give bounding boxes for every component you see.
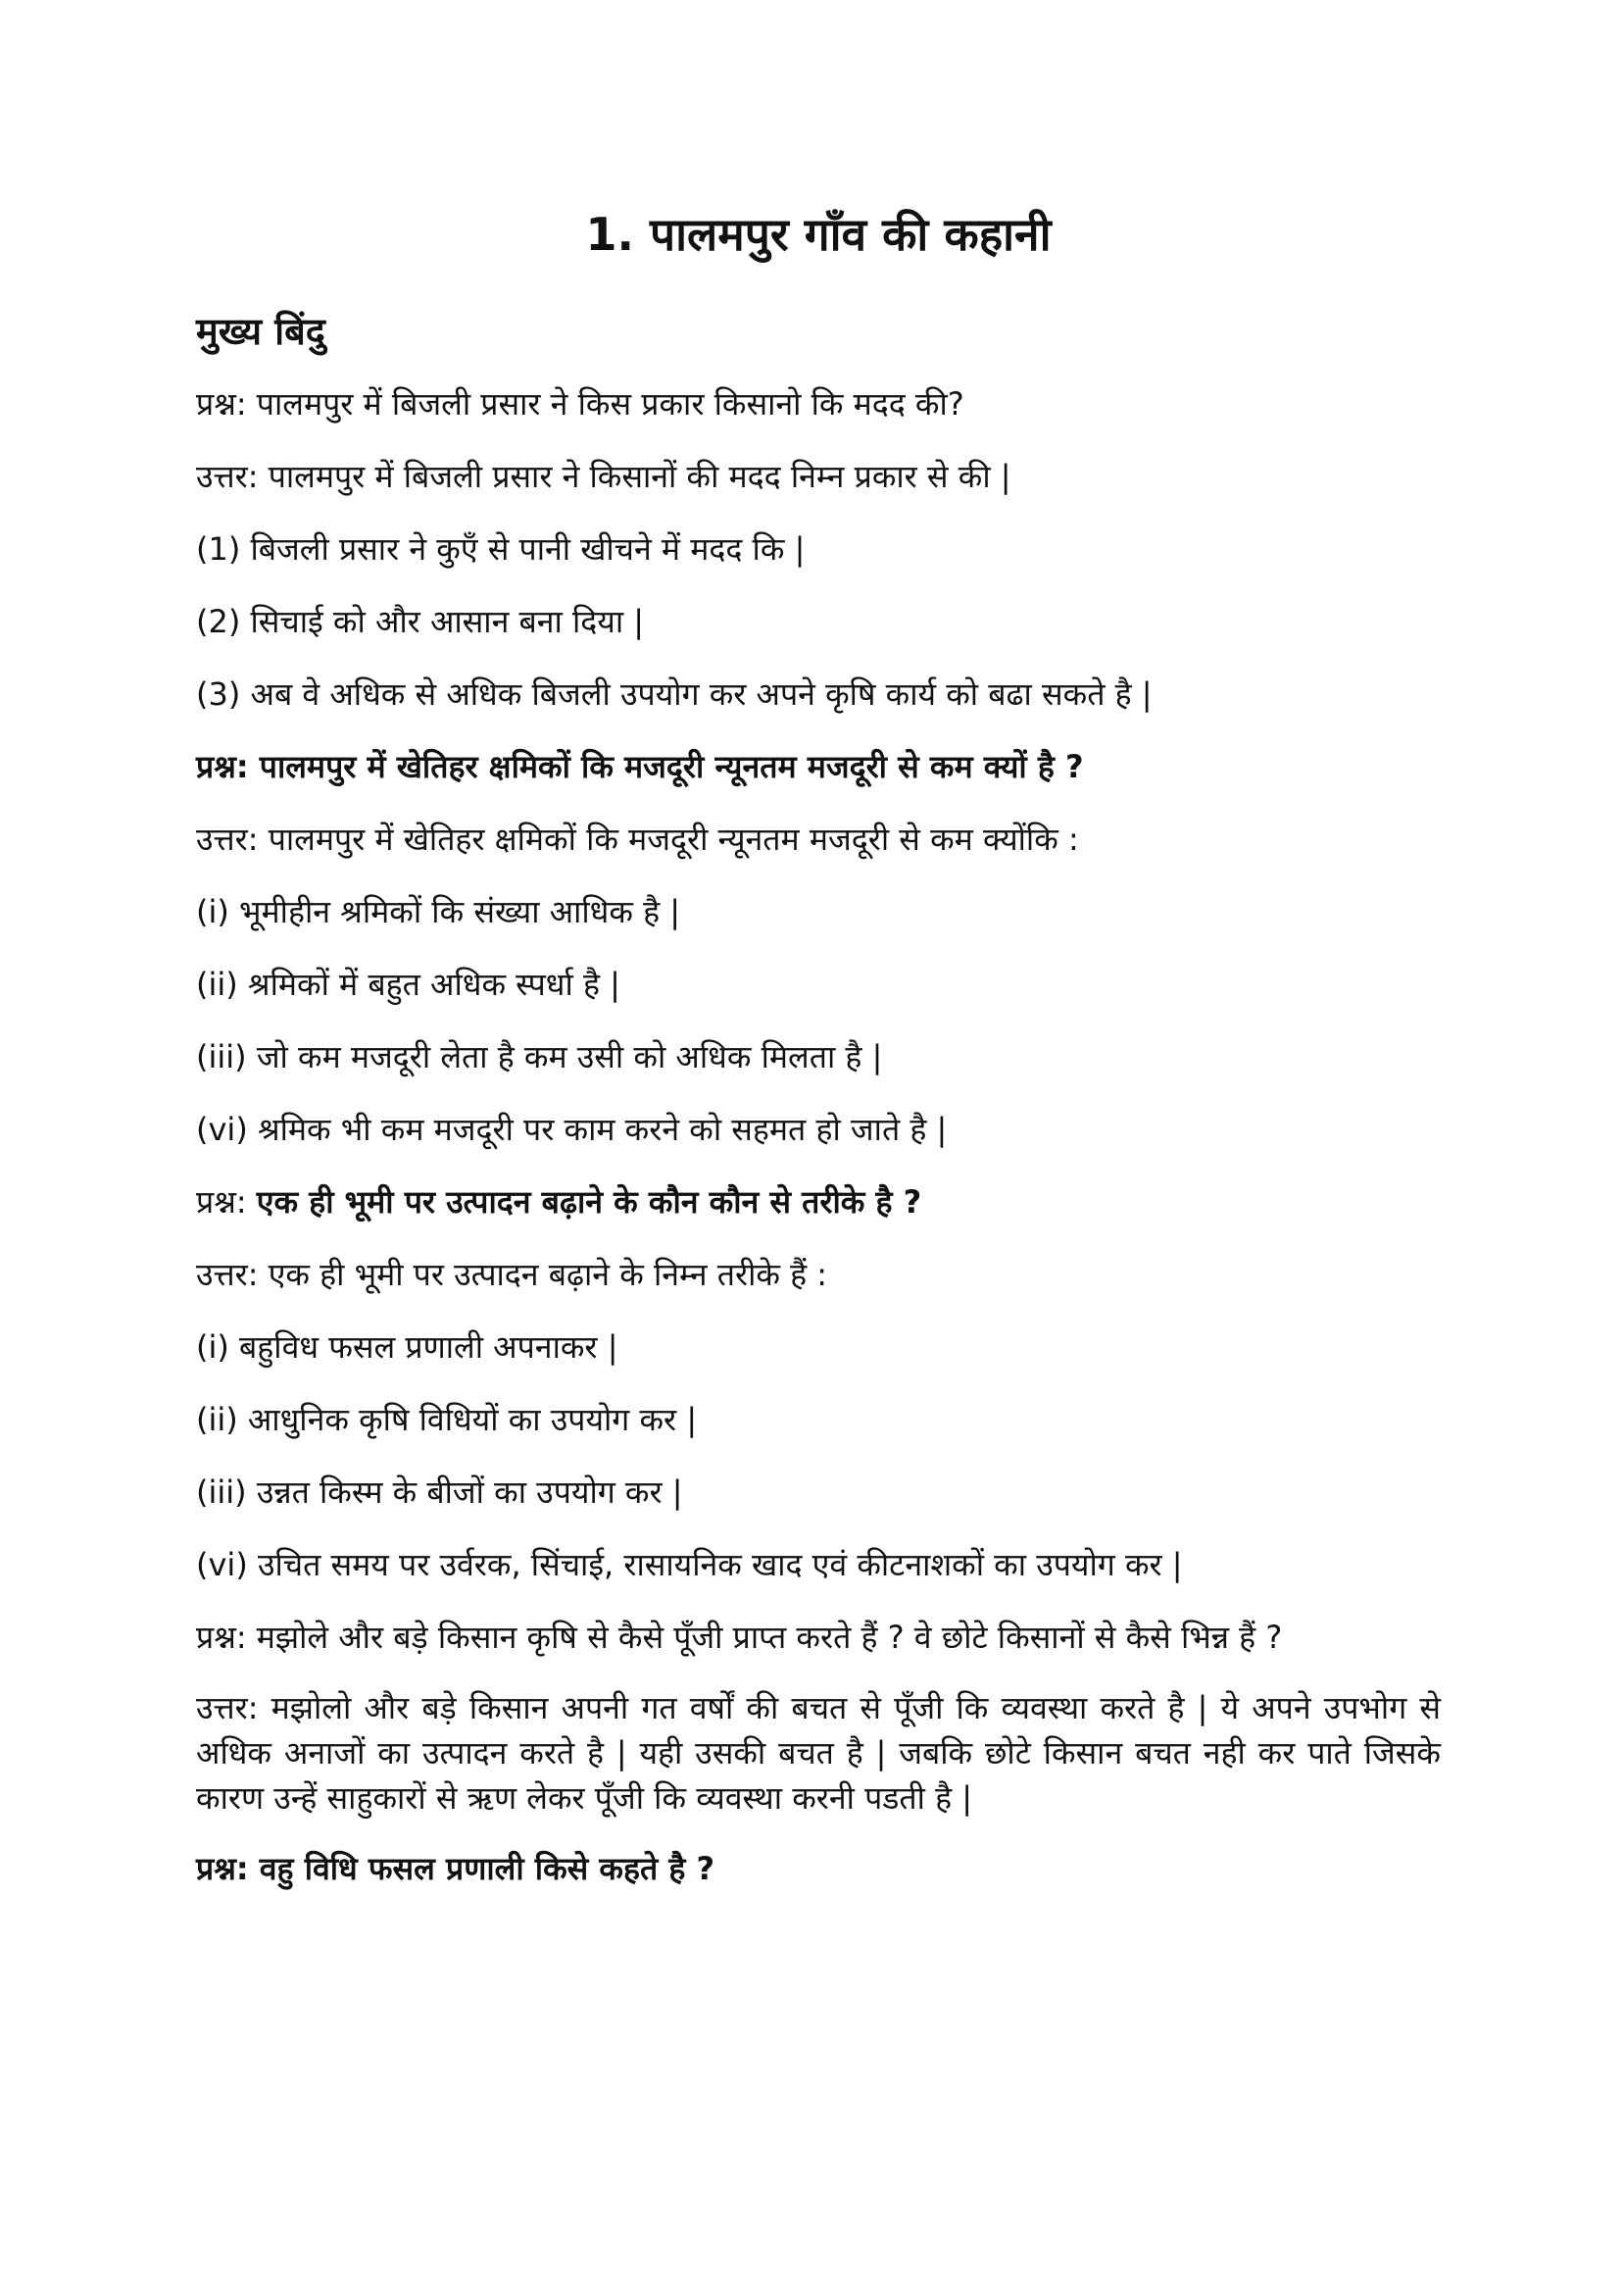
- document-title: 1. पालमपुर गाँव की कहानी: [585, 208, 1052, 261]
- answer-3-point-2: (ii) आधुनिक कृषि विधियों का उपयोग कर |: [196, 1401, 698, 1439]
- question-2: प्रश्न: पालमपुर में खेतिहर क्षमिकों कि मजदूरी न्यूनतम मजदूरी से कम क्यों है ?: [196, 748, 1084, 786]
- answer-2-point-2: (ii) श्रमिकों में बहुत अधिक स्पर्धा है |: [196, 966, 620, 1004]
- answer-1: उत्तर: पालमपुर में बिजली प्रसार ने किसानों की मदद निम्न प्रकार से की |: [196, 458, 1011, 496]
- question-3-label: प्रश्न:: [196, 1183, 247, 1222]
- question-1: प्रश्न: पालमपुर में बिजली प्रसार ने किस प्रकार किसानो कि मदद की?: [196, 385, 964, 424]
- answer-2-point-4: (vi) श्रमिक भी कम मजदूरी पर काम करने को सहमत हो जाते है |: [196, 1111, 948, 1149]
- answer-1-point-1: (1) बिजली प्रसार ने कुएँ से पानी खीचने में मदद कि |: [196, 530, 806, 569]
- document-page: [196, 206, 1441, 1919]
- answer-3-point-3: (iii) उन्नत किस्म के बीजों का उपयोग कर |: [196, 1473, 683, 1512]
- answer-1-point-3: (3) अब वे अधिक से अधिक बिजली उपयोग कर अपने कृषि कार्य को बढा सकते है |: [196, 675, 1153, 714]
- answer-2-point-1: (i) भूमीहीन श्रमिकों कि संख्या आधिक है |: [196, 893, 681, 931]
- question-4: प्रश्न: मझोले और बड़े किसान कृषि से कैसे पूँजी प्राप्त करते हैं ? वे छोटे किसानों से कैसे भिन्न हैं ?: [196, 1619, 1283, 1657]
- answer-2-point-3: (iii) जो कम मजदूरी लेता है कम उसी को अधिक मिलता है |: [196, 1038, 883, 1076]
- answer-3: उत्तर: एक ही भूमी पर उत्पादन बढ़ाने के निम्न तरीके हैं :: [196, 1256, 828, 1294]
- section-heading: मुख्य बिंदु: [196, 309, 325, 353]
- question-3: [196, 1179, 1441, 1224]
- answer-4: उत्तर: मझोलो और बड़े किसान अपनी गत वर्षों की बचत से पूँजी कि व्यवस्था करते है | ये अपने उपभोग से अधिक अनाजों का उत्पादन करते है | यही उसकी बचत है | जबकि छोटे किसान बचत नही कर पाते जिसके कारण उन्हें साहुकारों से ऋण लेकर पूँजी कि व्यवस्था करनी पडती है |: [196, 1689, 1441, 1818]
- answer-3-point-1: (i) बहुविध फसल प्रणाली अपनाकर |: [196, 1328, 618, 1367]
- answer-1-point-2: (2) सिचाई को और आसान बना दिया |: [196, 603, 645, 641]
- answer-2: उत्तर: पालमपुर में खेतिहर क्षमिकों कि मजदूरी न्यूनतम मजदूरी से कम क्योंकि :: [196, 821, 1079, 859]
- question-5: प्रश्न: वहु विधि फसल प्रणाली किसे कहते है ?: [196, 1850, 715, 1888]
- question-3-text: एक ही भूमी पर उत्पादन बढ़ाने के कौन कौन से तरीके है ?: [256, 1183, 922, 1222]
- answer-3-point-4: (vi) उचित समय पर उर्वरक, सिंचाई, रासायनिक खाद एवं कीटनाशकों का उपयोग कर |: [196, 1546, 1183, 1584]
